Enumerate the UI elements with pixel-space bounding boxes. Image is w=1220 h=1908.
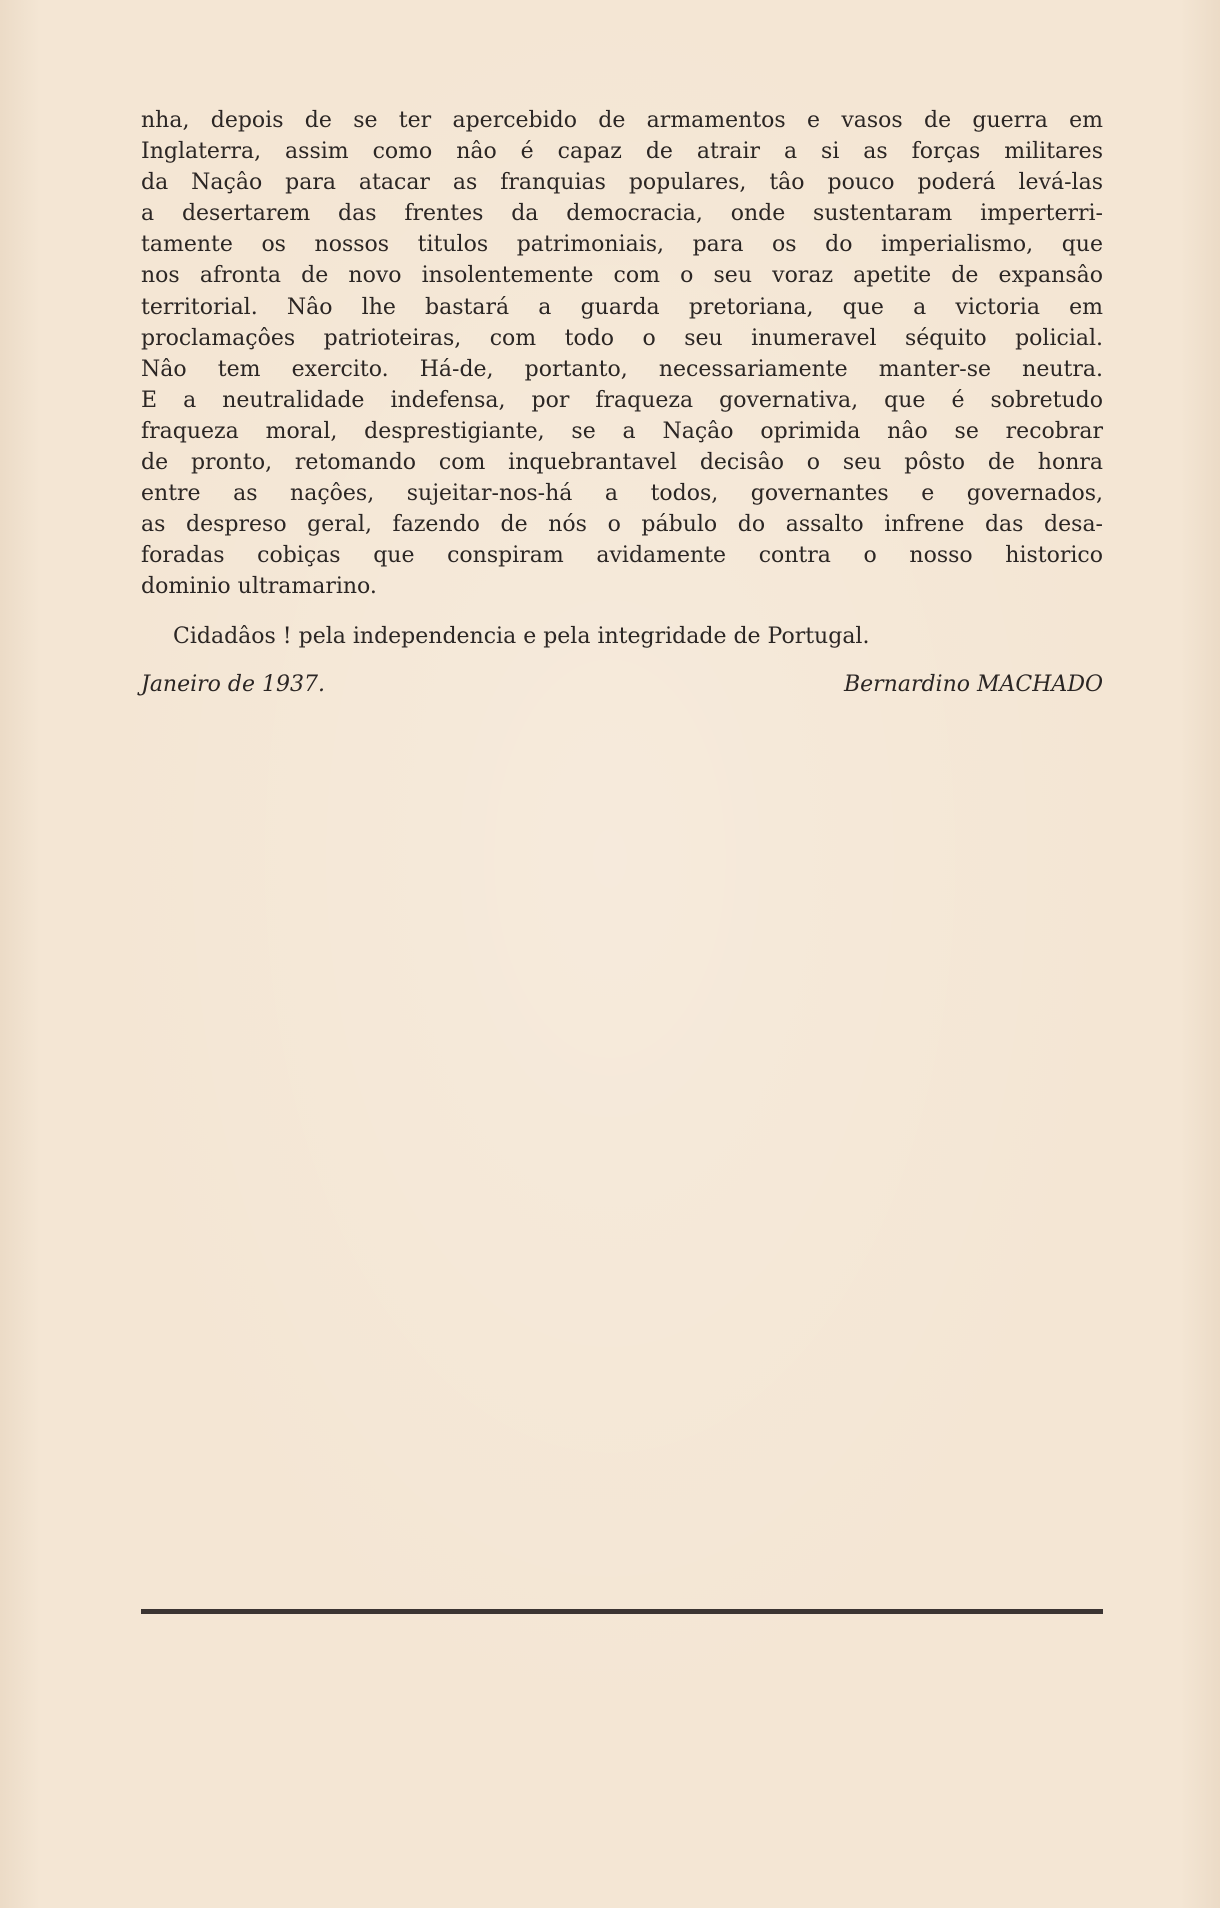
text-line: nos afronta de novo insolentemente com o seu voraz apetite de expansâo (141, 263, 1103, 289)
text-line: de pronto, retomando com inquebrantavel decisâo o seu pôsto de honra (141, 450, 1103, 476)
horizontal-rule (141, 1609, 1103, 1614)
signature: Bernardino MACHADO (843, 671, 1103, 697)
text-line: tamente os nossos titulos patrimoniais, para os do imperialismo, que (141, 232, 1103, 258)
text-line: as despreso geral, fazendo de nós o pábulo do assalto infrene das desa- (141, 512, 1103, 538)
text-line: proclamaçôes patrioteiras, com todo o seu inumeravel séquito policial. (141, 325, 1103, 351)
text-line-last: dominio ultramarino. (141, 574, 377, 600)
text-line: nha, depois de se ter apercebido de armamentos e vasos de guerra em (141, 108, 1103, 133)
date-line: Janeiro de 1937. (141, 671, 325, 697)
text-line: foradas cobiças que conspiram avidamente contra o nosso historico (141, 543, 1103, 569)
text-line: E a neutralidade indefensa, por fraqueza governativa, que é sobretudo (141, 387, 1103, 413)
text-line: fraqueza moral, desprestigiante, se a Naçâo oprimida nâo se recobrar (141, 418, 1103, 444)
text-line: da Naçâo para atacar as franquias populares, tâo pouco poderá levá-las (141, 170, 1103, 196)
text-line: Nâo tem exercito. Há-de, portanto, necessariamente manter-se neutra. (141, 356, 1103, 382)
signature-row (141, 669, 1103, 700)
text-line: entre as naçôes, sujeitar-nos-há a todos, governantes e governados, (141, 481, 1103, 507)
text-line: Inglaterra, assim como nâo é capaz de atrair a si as forças militares (141, 139, 1103, 165)
text-line: a desertarem das frentes da democracia, onde sustentaram imperterri- (141, 201, 1103, 227)
text-line: territorial. Nâo lhe bastará a guarda pretoriana, que a victoria em (141, 294, 1103, 320)
body-text (141, 105, 1103, 700)
closing-exhortation: Cidadâos ! pela independencia e pela integridade de Portugal. (173, 623, 870, 649)
